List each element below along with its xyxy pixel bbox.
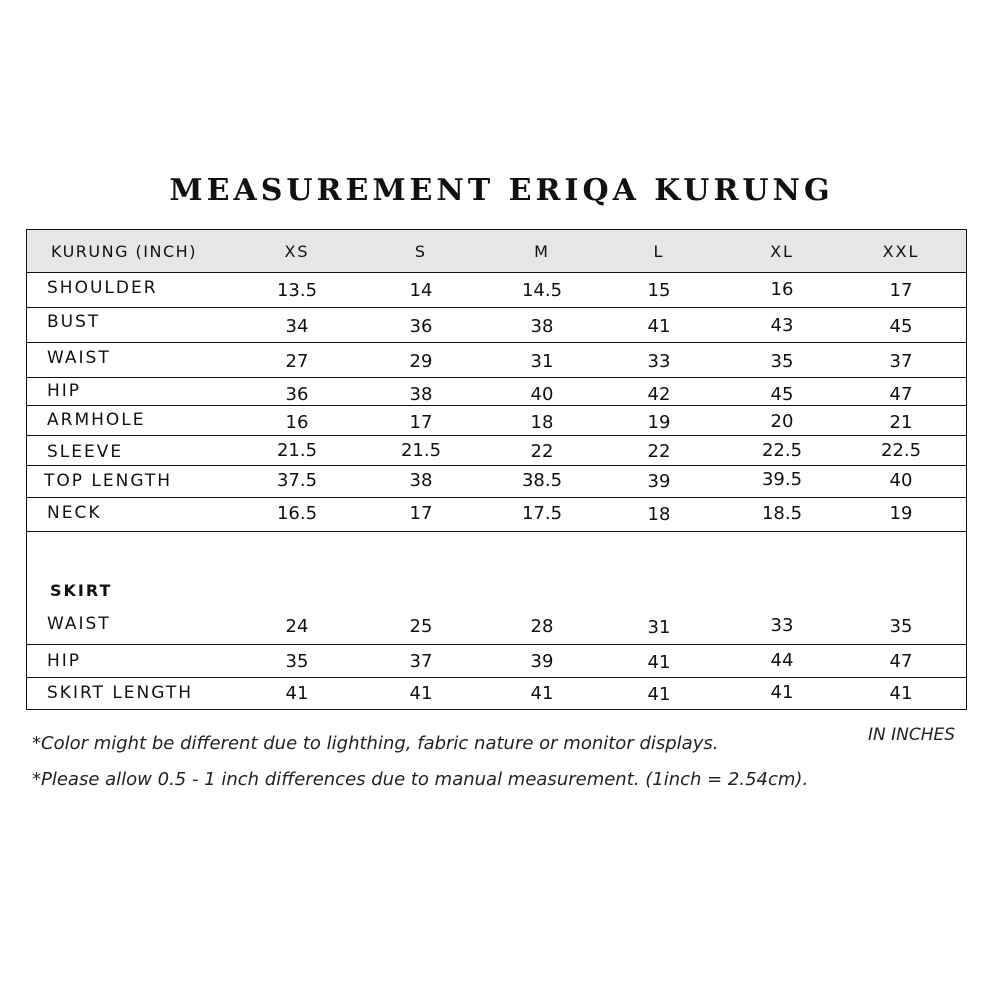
cell-value: 21 (889, 412, 913, 433)
cell-value: 47 (889, 651, 913, 672)
unit-note: IN INCHES (868, 725, 956, 745)
cell-value: 33 (770, 615, 794, 636)
cell-value: 22.5 (880, 440, 922, 461)
size-m-header: M (534, 242, 550, 261)
cell-value: 39 (530, 651, 554, 672)
size-l-header: L (653, 242, 665, 261)
cell-value: 43 (770, 315, 794, 336)
cell-value: 41 (647, 652, 671, 673)
cell-value: 35 (285, 651, 309, 672)
table-header-row (27, 230, 966, 273)
row-label: SLEEVE (47, 442, 124, 462)
cell-value: 38.5 (521, 470, 563, 491)
row-label: WAIST (47, 614, 111, 634)
row-label: SHOULDER (47, 278, 158, 298)
cell-value: 39 (647, 471, 671, 492)
table-row (27, 645, 966, 678)
cell-value: 41 (647, 684, 671, 705)
cell-value: 40 (530, 384, 554, 405)
cell-value: 41 (409, 683, 433, 704)
measurement-disclaimer: *Please allow 0.5 - 1 inch differences due to manual measurement. (1inch = 2.54cm). (32, 769, 809, 790)
cell-value: 16.5 (276, 503, 318, 524)
row-label: ARMHOLE (47, 410, 146, 430)
size-s-header: S (414, 242, 428, 261)
cell-value: 35 (770, 351, 794, 372)
row-label: NECK (47, 503, 102, 523)
cell-value: 38 (530, 316, 554, 337)
cell-value: 15 (647, 280, 671, 301)
cell-value: 36 (285, 384, 309, 405)
cell-value: 31 (647, 617, 671, 638)
cell-value: 37 (889, 351, 913, 372)
cell-value: 22.5 (761, 440, 803, 461)
cell-value: 22 (530, 441, 554, 462)
cell-value: 37 (409, 651, 433, 672)
cell-value: 39.5 (761, 469, 803, 490)
cell-value: 14 (409, 280, 433, 301)
cell-value: 45 (889, 316, 913, 337)
cell-value: 47 (889, 384, 913, 405)
cell-value: 36 (409, 316, 433, 337)
cell-value: 25 (409, 616, 433, 637)
cell-value: 29 (409, 351, 433, 372)
cell-value: 35 (889, 616, 913, 637)
cell-value: 41 (285, 683, 309, 704)
cell-value: 42 (647, 384, 671, 405)
cell-value: 17 (409, 412, 433, 433)
cell-value: 31 (530, 351, 554, 372)
cell-value: 19 (889, 503, 913, 524)
size-xxl-header: XXL (882, 242, 920, 261)
row-label: WAIST (47, 348, 111, 368)
cell-value: 18.5 (761, 503, 803, 524)
header-label: KURUNG (INCH) (51, 242, 197, 261)
row-label: HIP (47, 381, 82, 401)
cell-value: 38 (409, 470, 433, 491)
cell-value: 14.5 (521, 280, 563, 301)
cell-value: 45 (770, 384, 794, 405)
table-row (27, 678, 966, 710)
cell-value: 41 (530, 683, 554, 704)
cell-value: 24 (285, 616, 309, 637)
size-xs-header: XS (284, 242, 310, 261)
cell-value: 27 (285, 351, 309, 372)
cell-value: 18 (530, 412, 554, 433)
cell-value: 34 (285, 316, 309, 337)
table-row (27, 466, 966, 498)
table-row (27, 273, 966, 308)
cell-value: 37.5 (276, 470, 318, 491)
row-label: SKIRT LENGTH (47, 683, 193, 703)
cell-value: 40 (889, 470, 913, 491)
cell-value: 38 (409, 384, 433, 405)
size-chart-table (26, 229, 967, 710)
cell-value: 44 (770, 650, 794, 671)
size-xl-header: XL (770, 242, 794, 261)
table-row (27, 308, 966, 343)
table-row (27, 608, 966, 645)
cell-value: 16 (285, 412, 309, 433)
table-row (27, 343, 966, 378)
table-row (27, 436, 966, 466)
cell-value: 41 (889, 683, 913, 704)
cell-value: 41 (647, 316, 671, 337)
cell-value: 18 (647, 504, 671, 525)
cell-value: 17 (409, 503, 433, 524)
cell-value: 20 (770, 411, 794, 432)
cell-value: 41 (770, 682, 794, 703)
row-label: HIP (47, 651, 82, 671)
table-row (27, 406, 966, 436)
cell-value: 17.5 (521, 503, 563, 524)
row-label: BUST (47, 312, 101, 332)
page-title: MEASUREMENT ERIQA KURUNG (169, 173, 834, 208)
table-row (27, 498, 966, 532)
cell-value: 17 (889, 280, 913, 301)
row-label: TOP LENGTH (44, 471, 173, 491)
cell-value: 19 (647, 412, 671, 433)
cell-value: 33 (647, 351, 671, 372)
table-row (27, 378, 966, 406)
cell-value: 21.5 (276, 440, 318, 461)
skirt-section-heading: SKIRT (50, 581, 113, 600)
color-disclaimer: *Color might be different due to lighthing, fabric nature or monitor displays. (32, 733, 719, 754)
cell-value: 28 (530, 616, 554, 637)
cell-value: 21.5 (400, 440, 442, 461)
cell-value: 22 (647, 441, 671, 462)
cell-value: 16 (770, 279, 794, 300)
cell-value: 13.5 (276, 280, 318, 301)
